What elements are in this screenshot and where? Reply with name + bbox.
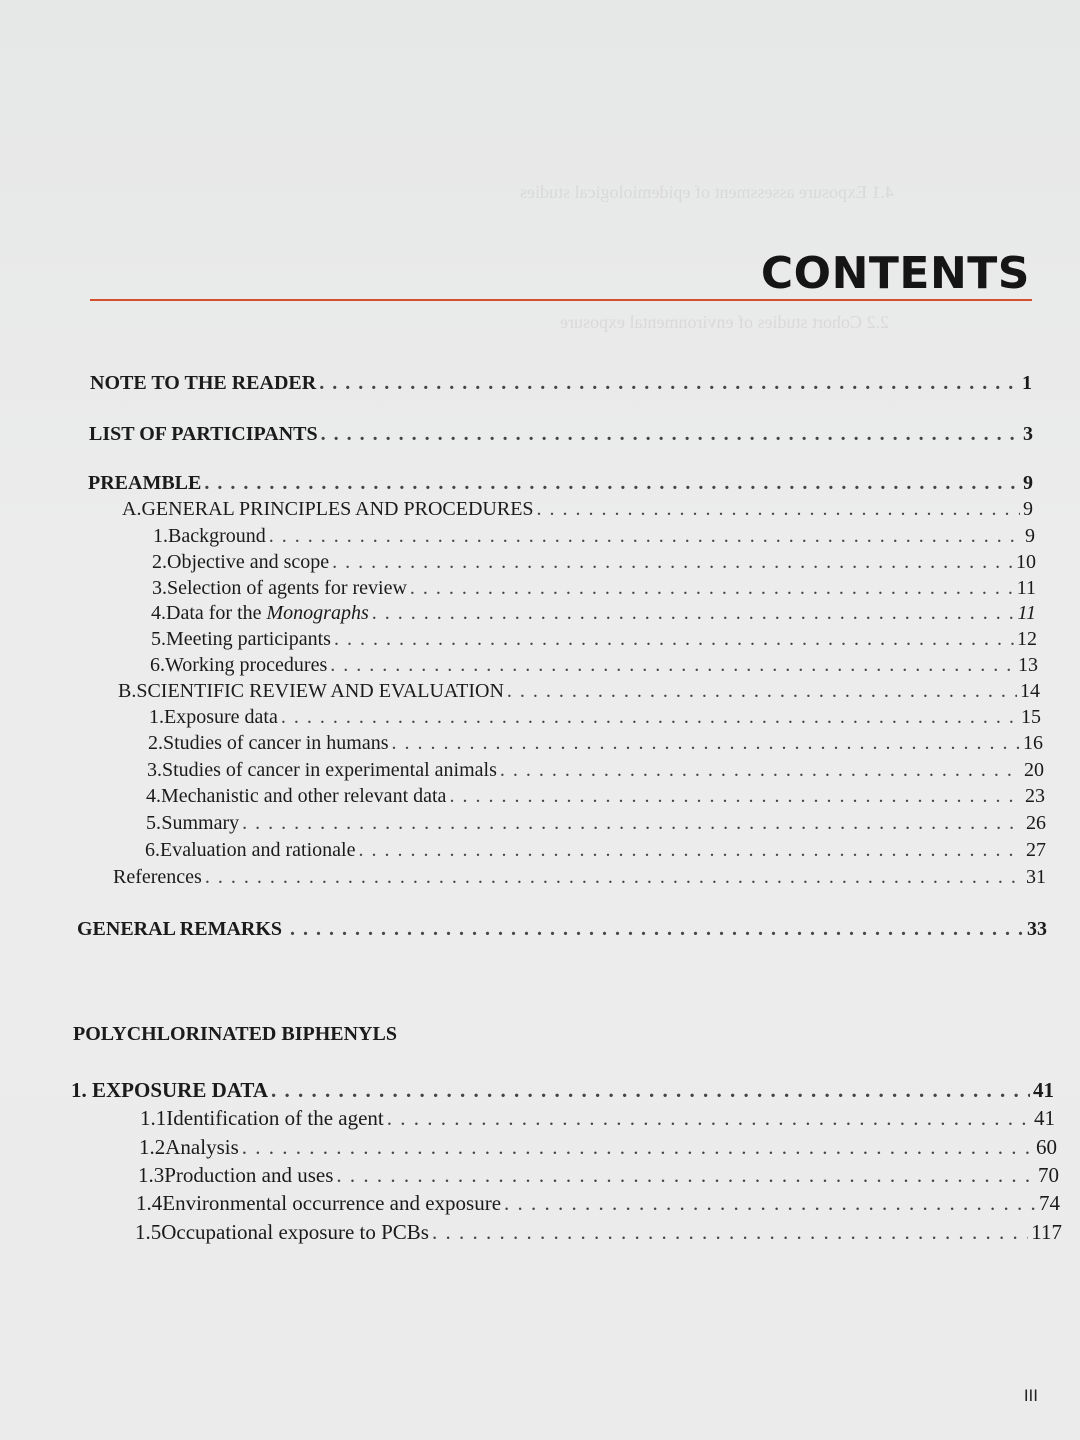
toc-item-number: 5.	[146, 812, 161, 834]
leader-dots	[319, 371, 1019, 395]
toc-entry-title: Environmental occurrence and exposure	[162, 1191, 502, 1215]
toc-entry-title: GENERAL PRINCIPLES AND PROCEDURES	[141, 498, 534, 520]
toc-item-number: 2.	[148, 732, 163, 754]
leader-dots	[242, 1135, 1033, 1159]
toc-page-number: 15	[1021, 706, 1041, 728]
toc-entry-list-of-participants[interactable]	[89, 422, 1033, 446]
toc-page-number: 13	[1018, 654, 1038, 676]
toc-entry-a3[interactable]	[152, 576, 1036, 600]
leader-dots	[504, 1191, 1036, 1215]
heading-rule	[90, 299, 1032, 301]
leader-dots	[392, 731, 1021, 755]
leader-dots	[449, 784, 1022, 808]
toc-page-number: 3	[1023, 423, 1033, 445]
toc-page-number: 33	[1027, 918, 1047, 940]
toc-entry-b2[interactable]	[148, 731, 1043, 755]
toc-entry-title: Meeting participants	[166, 628, 331, 650]
toc-entry-title: Selection of agents for review	[167, 577, 407, 599]
toc-entry-1-3[interactable]	[138, 1163, 1059, 1187]
toc-entry-title: PREAMBLE	[88, 472, 202, 494]
toc-entry-title: Identification of the agent	[166, 1106, 384, 1130]
toc-page-number: 31	[1026, 866, 1046, 888]
toc-page-number: 117	[1031, 1220, 1062, 1244]
toc-entry-references[interactable]	[113, 865, 1046, 889]
toc-section-label: B.	[118, 680, 137, 702]
leader-dots	[321, 422, 1020, 446]
toc-page-number: 11	[1017, 602, 1036, 624]
toc-item-number: 4.	[146, 785, 161, 807]
toc-entry-1-2[interactable]	[139, 1135, 1057, 1159]
toc-page-number: 14	[1020, 680, 1040, 702]
toc-entry-a1[interactable]	[153, 524, 1035, 548]
toc-entry-1-1[interactable]	[140, 1106, 1055, 1130]
toc-page-number: 70	[1038, 1163, 1059, 1187]
leader-dots	[281, 705, 1018, 729]
toc-entry-general-remarks[interactable]	[77, 917, 1047, 941]
leader-dots	[358, 838, 1023, 862]
toc-page-number: 12	[1017, 628, 1037, 650]
toc-entry-b1[interactable]	[149, 705, 1041, 729]
toc-page-number: 20	[1024, 759, 1044, 781]
toc-entry-title: Summary	[161, 812, 240, 834]
show-through-text: 4.1 Exposure assessment of epidemiological studies	[520, 182, 894, 202]
page-folio: III	[1023, 1386, 1038, 1405]
toc-item-number: 6.	[150, 654, 165, 676]
leader-dots	[500, 758, 1021, 782]
toc-entry-title: Mechanistic and other relevant data	[161, 785, 447, 807]
toc-item-number: 4.	[151, 602, 166, 624]
toc-entry-note-to-reader[interactable]	[90, 371, 1032, 395]
toc-entry-b4[interactable]	[146, 784, 1045, 808]
toc-entry-title: Production and uses	[164, 1163, 334, 1187]
leader-dots	[432, 1220, 1028, 1244]
toc-entry-title: NOTE TO THE READER	[90, 372, 317, 394]
leader-dots	[410, 576, 1014, 600]
toc-page-number: 26	[1026, 812, 1046, 834]
leader-dots	[290, 917, 1024, 941]
toc-item-number: 1.	[153, 525, 168, 547]
toc-page-number: 10	[1016, 551, 1036, 573]
leader-dots	[372, 601, 1015, 625]
toc-page-number: 1	[1022, 372, 1032, 394]
toc-page-number: 16	[1023, 732, 1043, 754]
toc-entry-title: References	[113, 866, 202, 888]
leader-dots	[269, 524, 1022, 548]
toc-page-number: 74	[1039, 1191, 1060, 1215]
toc-entry-title: 1. EXPOSURE DATA	[71, 1078, 268, 1102]
leader-dots	[387, 1106, 1031, 1130]
toc-entry-section-b[interactable]	[118, 679, 1040, 703]
toc-entry-b3[interactable]	[147, 758, 1044, 782]
toc-entry-title	[166, 601, 369, 625]
toc-entry-title: Studies of cancer in humans	[163, 732, 389, 754]
monograph-title: POLYCHLORINATED BIPHENYLS	[73, 1023, 397, 1045]
toc-item-number: 5.	[151, 628, 166, 650]
toc-item-number: 1.1	[140, 1106, 167, 1130]
leader-dots	[330, 653, 1015, 677]
toc-item-number: 1.4	[136, 1191, 163, 1215]
toc-item-number: 1.	[149, 706, 164, 728]
toc-entry-a5[interactable]	[151, 627, 1037, 651]
toc-page-number: 60	[1036, 1135, 1057, 1159]
toc-item-number: 1.3	[138, 1163, 165, 1187]
toc-page-number: 9	[1023, 498, 1033, 520]
toc-item-number: 3.	[152, 577, 167, 599]
toc-entry-1-5[interactable]	[135, 1220, 1062, 1244]
toc-item-number: 3.	[147, 759, 162, 781]
toc-entry-title: Studies of cancer in experimental animals	[162, 759, 497, 781]
toc-entry-a4[interactable]	[151, 601, 1036, 625]
toc-entry-title: LIST OF PARTICIPANTS	[89, 423, 318, 445]
toc-entry-title: Exposure data	[164, 706, 278, 728]
leader-dots	[336, 1163, 1035, 1187]
leader-dots	[205, 865, 1023, 889]
toc-entry-b5[interactable]	[146, 811, 1046, 835]
toc-page-number: 41	[1034, 1106, 1055, 1130]
toc-page-number: 9	[1023, 472, 1033, 494]
show-through-text: 2.2 Cohort studies of environmental exposure	[560, 312, 889, 332]
leader-dots	[242, 811, 1023, 835]
toc-entry-title: Objective and scope	[167, 551, 330, 573]
toc-entry-title: Working procedures	[165, 654, 328, 676]
toc-section-label: A.	[122, 498, 142, 520]
toc-entry-title: GENERAL REMARKS	[77, 918, 283, 940]
toc-entry-a2[interactable]	[152, 550, 1036, 574]
toc-page-number: 11	[1016, 577, 1036, 599]
toc-page-number: 27	[1026, 839, 1046, 861]
toc-entry-a6[interactable]	[150, 653, 1038, 677]
toc-entry-title: Background	[168, 525, 266, 547]
toc-entry-section-a[interactable]	[122, 497, 1033, 521]
leader-dots	[204, 471, 1020, 495]
toc-entry-title: SCIENTIFIC REVIEW AND EVALUATION	[136, 680, 504, 702]
toc-item-number: 2.	[152, 551, 167, 573]
toc-item-number: 6.	[145, 839, 160, 861]
contents-heading: CONTENTS	[760, 248, 1030, 299]
toc-page-number: 41	[1033, 1078, 1054, 1102]
leader-dots	[332, 550, 1013, 574]
toc-entry-title: Evaluation and rationale	[160, 839, 356, 861]
toc-entry-title-italic: Monographs	[266, 602, 369, 624]
leader-dots	[271, 1078, 1030, 1102]
leader-dots	[507, 679, 1017, 703]
toc-item-number: 1.2	[139, 1135, 166, 1159]
toc-page-number: 9	[1025, 525, 1035, 547]
toc-item-number: 1.5	[135, 1220, 162, 1244]
toc-entry-preamble[interactable]	[88, 471, 1033, 495]
toc-entry-exposure-data[interactable]	[71, 1078, 1054, 1102]
toc-entry-title: Analysis	[165, 1135, 239, 1159]
toc-entry-1-4[interactable]	[136, 1191, 1060, 1215]
toc-entry-title-prefix: Data for the	[166, 602, 267, 624]
leader-dots	[537, 497, 1020, 521]
toc-entry-title: Occupational exposure to PCBs	[161, 1220, 429, 1244]
toc-page-number: 23	[1025, 785, 1045, 807]
toc-entry-b6[interactable]	[145, 838, 1046, 862]
leader-dots	[334, 627, 1014, 651]
